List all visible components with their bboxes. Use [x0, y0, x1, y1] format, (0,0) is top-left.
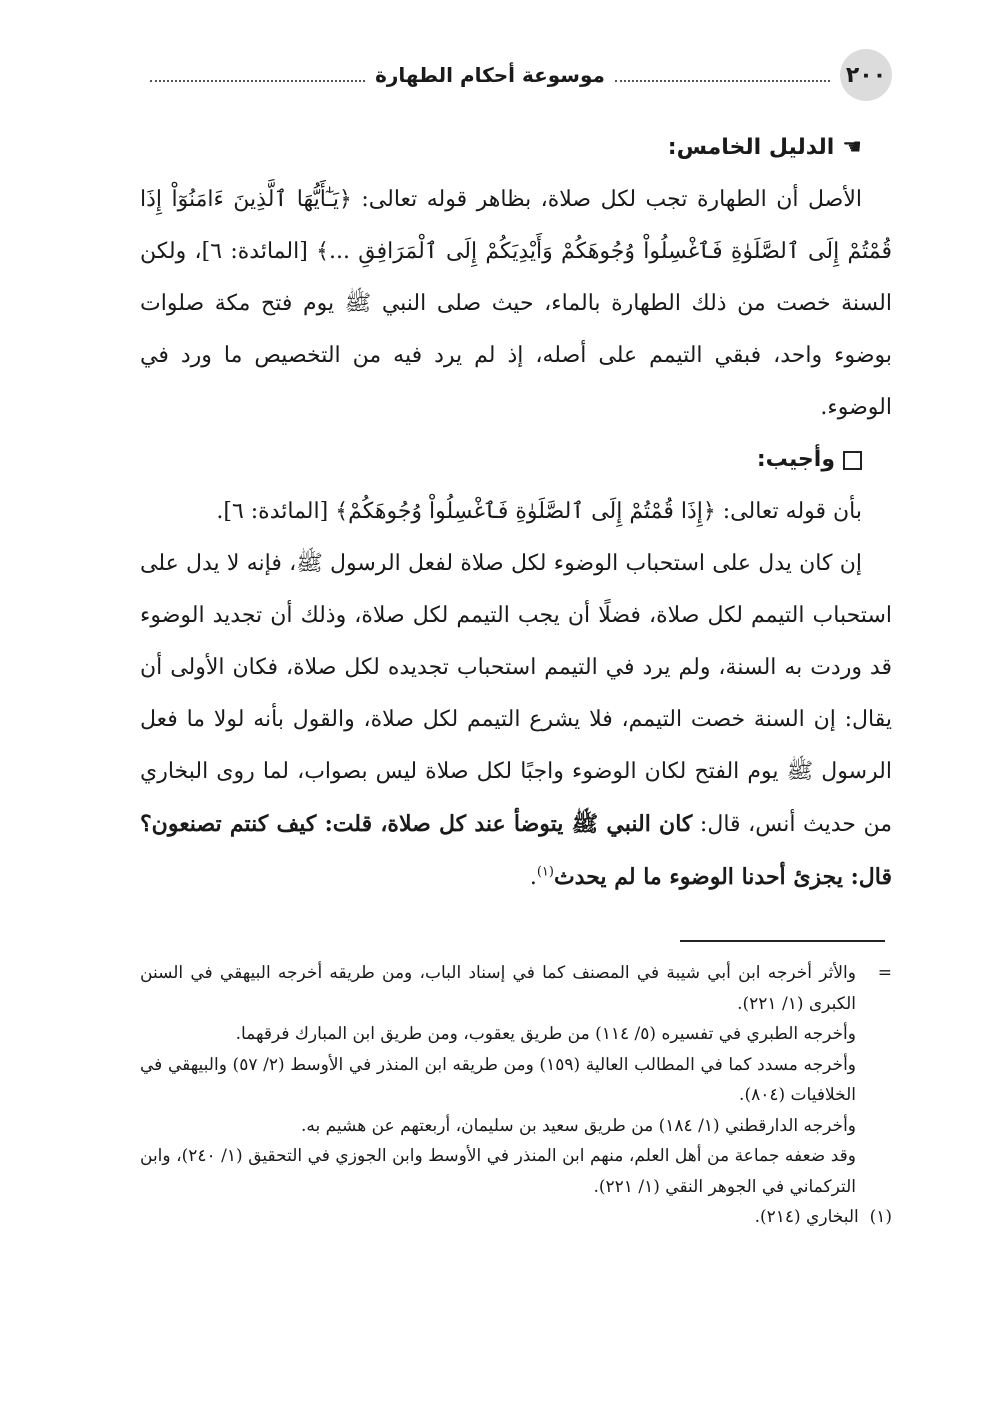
footnote-continued-5: وقد ضعفه جماعة من أهل العلم، منهم ابن المنذر في الأوسط وابن الجوزي في التحقيق (١/ ٢٤٠)، وابن التركماني في الجوهر النقي (١/ ٢٢١).	[140, 1146, 856, 1197]
section-heading	[140, 122, 892, 174]
paragraph-2	[140, 486, 892, 538]
p2-reference: [المائدة: ٦].	[216, 499, 336, 524]
footnote-1-text: البخاري (٢١٤).	[754, 1207, 859, 1227]
main-text	[140, 122, 892, 904]
pointing-hand-icon: ☚	[842, 135, 862, 160]
footnote-ref-1[interactable]: (١)	[536, 864, 554, 880]
page-number: ٢٠٠	[840, 49, 892, 101]
footnote-text-1: والأثر أخرجه ابن أبي شيبة في المصنف كما في إسناد الباب، ومن طريقه أخرجه البيهقي في السنن الكبرى (١/ ٢٢١).	[140, 963, 856, 1014]
running-title: موسوعة أحكام الطهارة	[375, 63, 605, 87]
footnote-1	[140, 1202, 892, 1233]
p2-start: بأن قوله تعالى:	[715, 499, 862, 524]
hadith-quote: كان النبي ﷺ يتوضأ عند كل صلاة، قلت: كيف كنتم تصنعون؟ قال: يجزئ أحدنا الوضوء ما لم يحدث	[140, 811, 892, 890]
footnote-separator	[680, 940, 885, 942]
footnote-continued-1	[140, 958, 892, 1019]
answer-title: وأجيب:	[756, 447, 835, 472]
paragraph-1	[140, 174, 892, 434]
footnote-continued-3: وأخرجه مسدد كما في المطالب العالية (١٥٩) ومن طريقه ابن المنذر في الأوسط (٢/ ٥٧) والبيهقي في الخلافيات (٨٠٤).	[140, 1054, 856, 1105]
page-header	[140, 50, 892, 100]
p3-text: إن كان يدل على استحباب الوضوء لكل صلاة لفعل الرسول ﷺ، فإنه لا يدل على استحباب التيمم لكل صلاة، فضلًا أن يجب التيمم لكل صلاة، وذلك أن تجديد الوضوء قد وردت به السنة، ولم يرد في التيمم استحباب تجديده لكل صلاة، فكان الأولى أن يقال: إن السنة خصت التيمم، فلا يشرع التيمم لكل صلاة، والقول بأنه لولا ما فعل الرسول ﷺ يوم الفتح لكان الوضوء واجبًا لكل صلاة ليس بصواب، لما روى البخاري من حديث أنس، قال:	[140, 551, 892, 837]
footnote-continued-4: وأخرجه الدارقطني (١/ ١٨٤) من طريق سعيد بن سليمان، أربعتهم عن هشيم به.	[300, 1115, 856, 1136]
p1-rest: ، ولكن السنة خصت من ذلك الطهارة بالماء، حيث صلى النبي ﷺ يوم فتح مكة صلوات بوضوء واحد، فبقي التيمم على أصله، إذ لم يرد فيه من التخصيص ما ورد في الوضوء.	[140, 239, 892, 420]
continuation-marker: =	[877, 963, 892, 983]
quran-verse-2: ﴿إِذَا قُمْتُمْ إِلَى ٱلصَّلَوٰةِ فَٱغْسِلُواْ وُجُوهَكُمْ﴾	[335, 499, 716, 524]
p1-start: الأصل أن الطهارة تجب لكل صلاة، بظاهر قوله تعالى:	[351, 187, 862, 212]
answer-heading	[140, 434, 892, 486]
section-title: الدليل الخامس:	[667, 135, 835, 160]
paragraph-3	[140, 538, 892, 904]
footnotes	[140, 958, 892, 1233]
quran-verse-1: ﴿يَـٰٓأَيُّهَا ٱلَّذِينَ ءَامَنُوٓاْ إِذَا قُمْتُمْ إِلَى ٱلصَّلَوٰةِ فَٱغْسِلُواْ وُجُوهَكُمْ وَأَيْدِيَكُمْ إِلَى ٱلْمَرَافِقِ ...﴾	[140, 187, 892, 264]
footnote-1-label: (١)	[869, 1207, 892, 1227]
p3-end: .	[529, 865, 537, 890]
footnote-continued-2: وأخرجه الطبري في تفسيره (٥/ ١١٤) من طريق يعقوب، ومن طريق ابن المبارك فرقهما.	[235, 1024, 856, 1044]
square-bullet-icon	[843, 451, 862, 470]
header-dots-right	[615, 80, 830, 82]
p1-reference: [المائدة: ٦]	[201, 239, 317, 264]
header-dots-left	[150, 80, 365, 82]
